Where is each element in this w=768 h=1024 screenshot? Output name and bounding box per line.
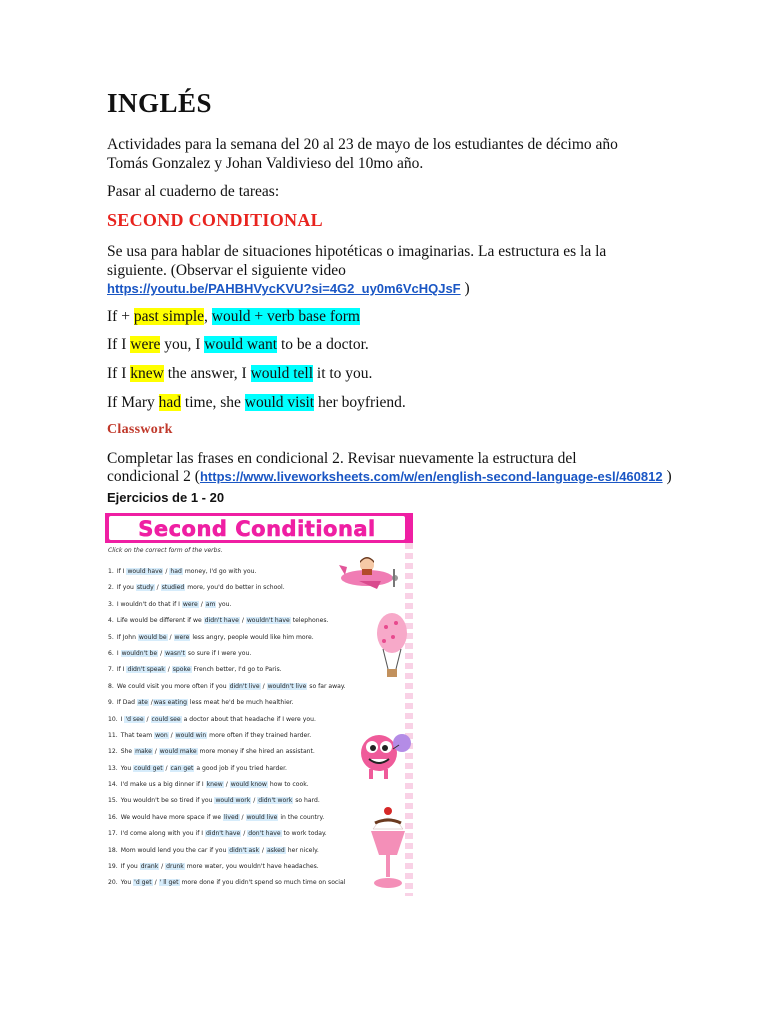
example-past-verb: knew	[130, 365, 164, 382]
exercise-text: you.	[216, 600, 232, 608]
exercise-text: We could visit you more often if you	[116, 682, 229, 690]
exercise-item	[108, 695, 408, 711]
exercise-item	[108, 597, 408, 613]
example-1	[107, 335, 369, 354]
exercise-option-2[interactable]: wouldn't live	[267, 682, 307, 690]
exercise-separator: /	[163, 568, 170, 575]
exercise-option-1[interactable]: study	[136, 584, 154, 592]
example-text: to be a doctor.	[277, 336, 369, 353]
exercises-label: Ejercicios de 1 - 20	[107, 490, 225, 505]
exercise-option-2[interactable]: would win	[175, 731, 207, 739]
exercise-number: 12.	[108, 748, 118, 756]
exercise-separator: /	[154, 584, 161, 592]
exercise-text: a good job if you tried harder.	[194, 764, 287, 772]
task-line-2	[107, 467, 672, 486]
exercise-option-2[interactable]: didn't work	[258, 797, 293, 805]
exercise-number: 4.	[108, 617, 114, 625]
exercise-text: less meat he'd be much healthier.	[187, 699, 294, 707]
exercise-option-2[interactable]: wasn't	[165, 649, 185, 657]
exercise-number: 20.	[108, 879, 118, 887]
exercise-separator: /	[241, 830, 248, 838]
exercise-text: She	[120, 748, 135, 756]
airplane-illustration	[337, 551, 401, 593]
exercise-option-1[interactable]: 'd get	[134, 879, 152, 887]
exercise-text: so far away.	[307, 682, 346, 690]
exercise-text: more done if you didn't spend so much time on social	[179, 879, 346, 887]
exercise-option-1[interactable]: didn't speak	[127, 666, 165, 674]
example-would-verb: would visit	[244, 394, 315, 411]
exercise-option-2[interactable]: would live	[246, 813, 278, 821]
exercise-option-1[interactable]: didn't ask	[229, 846, 259, 854]
example-would-verb: would want	[204, 336, 278, 353]
exercise-option-2[interactable]: were	[174, 633, 190, 641]
exercise-text: That team	[120, 731, 155, 739]
exercise-option-2[interactable]: can get	[170, 764, 194, 772]
exercise-separator: /	[260, 682, 267, 690]
exercise-text: If I	[116, 568, 127, 575]
monster-illustration	[355, 723, 413, 785]
exercise-number: 7.	[108, 666, 114, 674]
instruction-text: Pasar al cuaderno de tareas:	[107, 183, 280, 200]
section-heading: SECOND CONDITIONAL	[107, 210, 323, 230]
exercise-text: Mom would lend you the car if you	[120, 846, 229, 854]
formula-would: would + verb base form	[211, 308, 360, 325]
exercise-number: 18.	[108, 846, 118, 854]
exercise-option-1[interactable]: won	[155, 731, 168, 739]
exercise-text: If I	[116, 666, 127, 674]
explanation-line-1: Se usa para hablar de situaciones hipotéticas o imaginarias. La estructura es la la	[107, 243, 607, 260]
exercise-option-1[interactable]: 'd see	[125, 715, 144, 723]
exercise-item	[108, 679, 408, 695]
video-link[interactable]: https://youtu.be/PAHBHVycKVU?si=4G2_uy0m6VcHQJsF	[107, 281, 461, 296]
exercise-number: 8.	[108, 682, 114, 690]
worksheet-banner	[105, 513, 413, 543]
exercise-text: Life would be different if we	[116, 617, 204, 625]
exercise-separator: /	[251, 797, 258, 805]
exercise-option-2[interactable]: studied	[161, 584, 185, 592]
exercise-number: 10.	[108, 715, 118, 723]
video-link-line	[107, 279, 470, 298]
exercise-text: You wouldn't be so tired if you	[120, 797, 215, 805]
exercise-number: 15.	[108, 797, 118, 805]
exercise-option-1[interactable]: would have	[127, 568, 163, 575]
exercise-option-1[interactable]: would be	[138, 633, 167, 641]
exercise-item	[108, 662, 408, 678]
exercise-text: You	[120, 879, 134, 887]
task-line-1: Completar las frases en condicional 2. Revisar nuevamente la estructura del	[107, 450, 577, 467]
exercise-option-2[interactable]: spoke	[172, 666, 191, 674]
worksheet-link[interactable]: https://www.liveworksheets.com/w/en/english-second-language-esl/460812	[199, 469, 663, 484]
exercise-separator: /	[152, 879, 159, 887]
formula-past-simple: past simple	[133, 308, 205, 325]
exercise-separator: /	[165, 666, 172, 674]
page-title: INGLÉS	[107, 88, 213, 118]
exercise-number: 11.	[108, 731, 118, 739]
exercise-option-2[interactable]: drunk	[166, 863, 184, 871]
exercise-option-2[interactable]: would know	[230, 781, 267, 789]
worksheet-banner-inner	[109, 516, 405, 540]
exercise-text: telephones.	[290, 617, 329, 625]
exercise-option-2[interactable]: don't have	[248, 830, 281, 838]
exercise-item	[108, 630, 408, 646]
exercise-separator: /	[167, 633, 174, 641]
exercise-text: I	[120, 715, 125, 723]
exercise-separator: /	[198, 600, 205, 608]
exercise-number: 14.	[108, 781, 118, 789]
example-text: the answer, I	[163, 365, 251, 382]
exercise-text: money, I'd go with you.	[182, 568, 257, 575]
exercise-option-1[interactable]: drank	[140, 863, 159, 871]
exercise-option-2[interactable]: was eating	[153, 699, 187, 707]
example-3	[107, 393, 406, 412]
worksheet-title: Second Conditional	[138, 517, 376, 541]
exercise-text: less angry, people would like him more.	[190, 633, 314, 641]
exercise-separator: /	[239, 813, 246, 821]
formula	[107, 307, 360, 326]
exercise-option-1[interactable]: wouldn't be	[121, 649, 158, 657]
exercise-text: If John	[116, 633, 138, 641]
exercise-option-2[interactable]: could see	[151, 715, 181, 723]
exercise-option-2[interactable]: asked	[266, 846, 285, 854]
exercise-number: 13.	[108, 764, 118, 772]
example-text: time, she	[181, 394, 245, 411]
video-link-close: )	[460, 280, 470, 297]
example-text: If I	[107, 365, 131, 382]
exercise-text: more money if she hired an assistant.	[197, 748, 315, 756]
exercise-text: If Dad	[116, 699, 137, 707]
exercise-option-1[interactable]: were	[182, 600, 198, 608]
exercise-separator: /	[144, 715, 151, 723]
exercise-option-2[interactable]: had	[170, 568, 182, 575]
exercise-item	[108, 793, 408, 809]
exercise-text: how to cook.	[267, 781, 309, 789]
exercise-number: 19.	[108, 863, 118, 871]
exercise-text: in the country.	[278, 813, 325, 821]
example-past-verb: were	[130, 336, 161, 353]
exercise-separator: /	[239, 617, 246, 625]
exercise-text: If you	[120, 863, 140, 871]
exercise-number: 5.	[108, 633, 114, 641]
exercise-text: a doctor about that headache if I were you.	[181, 715, 316, 723]
exercise-option-1[interactable]: knew	[206, 781, 223, 789]
example-past-verb: had	[158, 394, 182, 411]
exercise-option-1[interactable]: didn't have	[206, 830, 241, 838]
exercise-text: so hard.	[293, 797, 320, 805]
exercise-option-1[interactable]: ate	[137, 699, 148, 707]
example-text: it to you.	[313, 365, 373, 382]
task-close: )	[662, 468, 672, 485]
exercise-option-2[interactable]: am	[205, 600, 216, 608]
intro-line-2: Tomás Gonzalez y Johan Valdivieso del 10mo año.	[107, 155, 424, 172]
exercise-separator: /	[260, 846, 266, 854]
explanation-line-2: siguiente. (Observar el siguiente video	[107, 262, 346, 279]
example-text: If I	[107, 336, 131, 353]
exercise-item	[108, 843, 408, 859]
exercise-text: We would have more space if we	[120, 813, 223, 821]
exercise-number: 16.	[108, 813, 118, 821]
exercise-option-1[interactable]: didn't live	[229, 682, 260, 690]
worksheet-image	[105, 513, 413, 896]
exercise-separator: /	[159, 863, 166, 871]
exercise-option-1[interactable]: lived	[224, 813, 239, 821]
exercise-separator: /	[163, 764, 170, 772]
exercise-item	[108, 613, 408, 629]
exercise-text: French better, I'd go to Paris.	[191, 666, 282, 674]
exercise-number: 6.	[108, 649, 114, 657]
example-2	[107, 364, 372, 383]
exercise-text: If you	[116, 584, 136, 592]
example-text: you, I	[160, 336, 205, 353]
exercise-text: more water, you wouldn't have headaches.	[184, 863, 319, 871]
exercise-text: I wouldn't do that if I	[116, 600, 182, 608]
example-text: her boyfriend.	[314, 394, 406, 411]
classwork-heading: Classwork	[107, 422, 173, 437]
exercise-text: I'd make us a big dinner if I	[120, 781, 206, 789]
exercise-separator: /	[148, 699, 153, 707]
ice-cream-sundae-illustration	[367, 803, 409, 895]
exercise-number: 2.	[108, 584, 114, 592]
exercise-item	[108, 810, 408, 826]
exercise-number: 9.	[108, 699, 114, 707]
exercise-separator: /	[158, 649, 165, 657]
exercise-item	[108, 826, 408, 842]
exercise-text: to work today.	[281, 830, 327, 838]
exercise-number: 17.	[108, 830, 118, 838]
exercise-option-1[interactable]: didn't have	[204, 617, 239, 625]
example-would-verb: would tell	[250, 365, 314, 382]
intro-line-1: Actividades para la semana del 20 al 23 de mayo de los estudiantes de décimo año	[107, 136, 618, 153]
exercise-item	[108, 859, 408, 875]
formula-comma: ,	[204, 308, 212, 325]
exercise-text: her nicely.	[285, 846, 319, 854]
formula-prefix: If +	[107, 308, 134, 325]
exercise-item	[108, 646, 408, 662]
exercise-option-2[interactable]: wouldn't have	[246, 617, 290, 625]
exercise-number: 3.	[108, 600, 114, 608]
exercise-number: 1.	[108, 568, 114, 575]
exercise-separator: /	[223, 781, 230, 789]
exercise-option-2[interactable]: ' ll get	[159, 879, 179, 887]
exercise-option-1[interactable]: could get	[134, 764, 163, 772]
exercise-option-1[interactable]: would work	[215, 797, 251, 805]
exercise-text: so sure if I were you.	[185, 649, 252, 657]
exercise-item	[108, 875, 408, 891]
exercise-text: You	[120, 764, 134, 772]
task-text: condicional 2 (	[107, 468, 200, 485]
exercise-text: more often if they trained harder.	[207, 731, 312, 739]
hot-air-balloon-illustration	[375, 611, 409, 683]
exercise-separator: /	[152, 748, 159, 756]
exercise-text: I	[116, 649, 121, 657]
exercise-text: more, you'd do better in school.	[185, 584, 285, 592]
exercise-option-2[interactable]: would make	[159, 748, 197, 756]
example-text: If Mary	[107, 394, 159, 411]
exercise-separator: /	[168, 731, 175, 739]
exercise-text: I'd come along with you if I	[120, 830, 206, 838]
exercise-option-1[interactable]: make	[135, 748, 152, 756]
worksheet-instruction: Click on the correct form of the verbs.	[108, 547, 223, 554]
